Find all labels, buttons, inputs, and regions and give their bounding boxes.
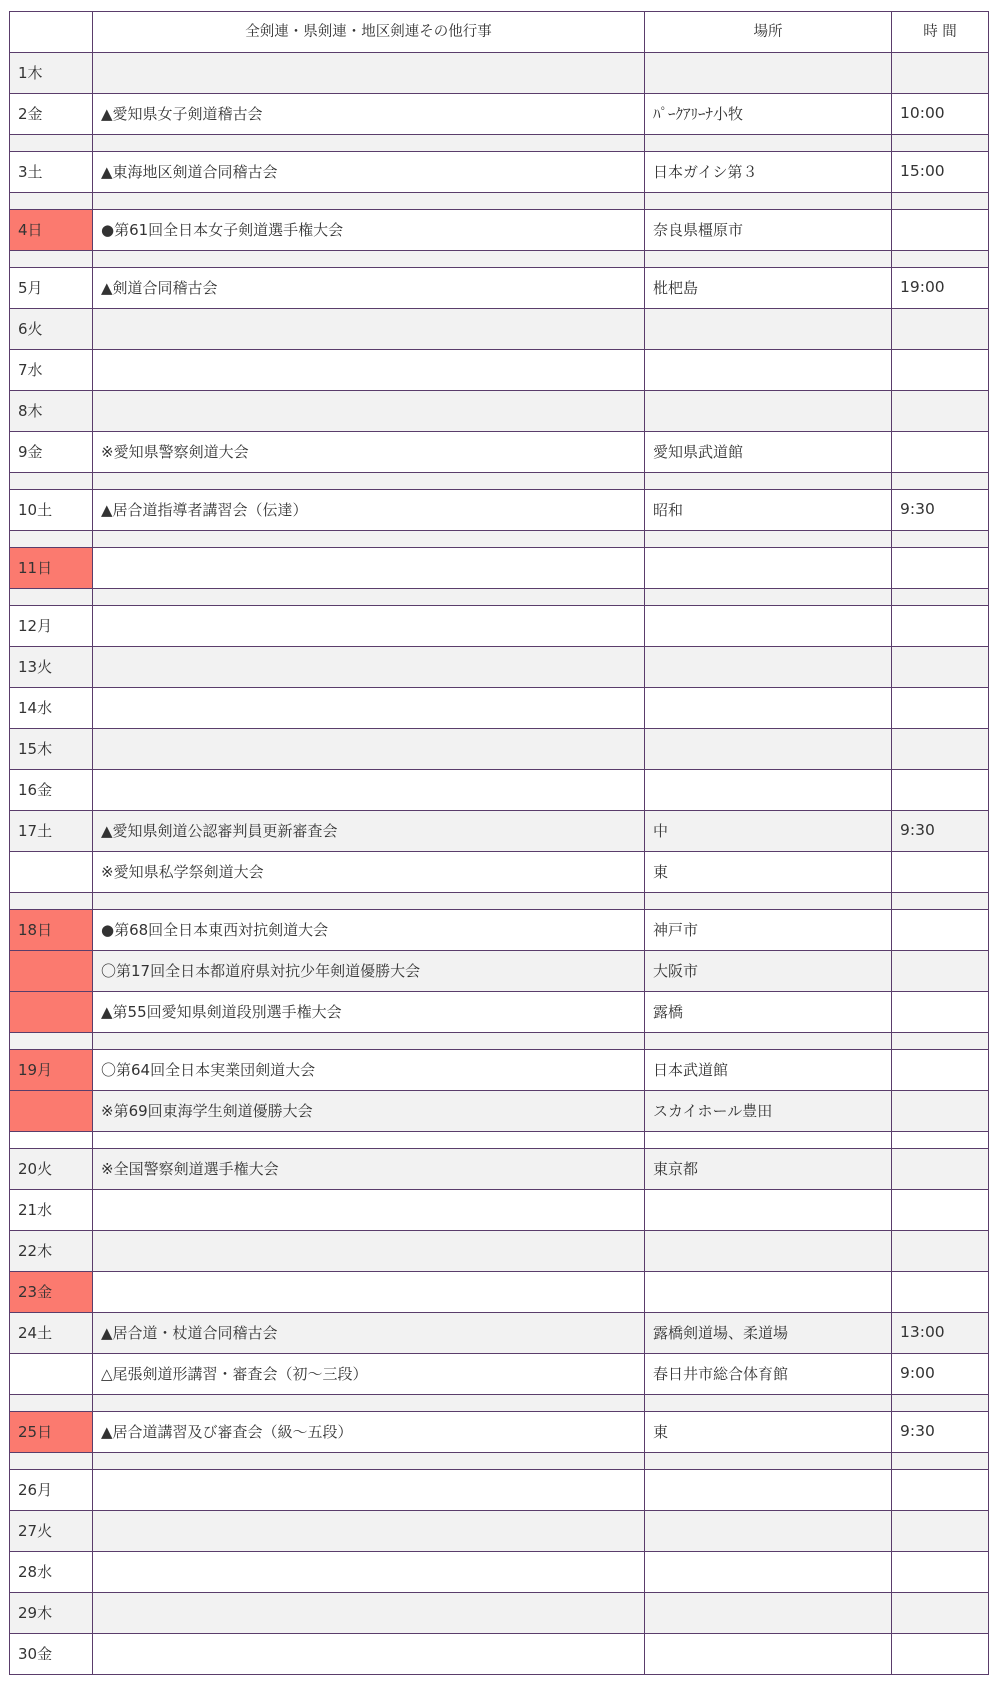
date-cell-holiday: 4日 — [10, 210, 93, 251]
header-date — [10, 12, 93, 53]
spacer-row — [10, 251, 989, 268]
time-cell: 9:30 — [892, 490, 989, 531]
date-cell: 29木 — [10, 1593, 93, 1634]
table-row — [10, 852, 989, 893]
event-cell: △尾張剣道形講習・審査会（初～三段） — [93, 1354, 645, 1395]
place-cell — [645, 1272, 892, 1313]
place-cell: 春日井市総合体育館 — [645, 1354, 892, 1395]
date-cell-holiday: 18日 — [10, 910, 93, 951]
date-cell-holiday: 19月 — [10, 1050, 93, 1091]
event-cell — [93, 1552, 645, 1593]
schedule-table — [9, 11, 989, 1675]
place-cell — [645, 53, 892, 94]
time-cell — [892, 210, 989, 251]
event-cell — [93, 1272, 645, 1313]
event-cell — [93, 647, 645, 688]
time-cell — [892, 1050, 989, 1091]
table-row — [10, 309, 989, 350]
event-cell — [93, 606, 645, 647]
table-row — [10, 1231, 989, 1272]
time-cell: 9:30 — [892, 811, 989, 852]
event-cell: ※愛知県警察剣道大会 — [93, 432, 645, 473]
place-cell: 神戸市 — [645, 910, 892, 951]
time-cell — [892, 1552, 989, 1593]
date-cell: 1木 — [10, 53, 93, 94]
place-cell: 愛知県武道館 — [645, 432, 892, 473]
time-cell — [892, 688, 989, 729]
table-row — [10, 647, 989, 688]
date-cell: 3土 — [10, 152, 93, 193]
table-row — [10, 1354, 989, 1395]
event-cell: ●第61回全日本女子剣道選手権大会 — [93, 210, 645, 251]
table-header-row — [10, 12, 989, 53]
table-row — [10, 1272, 989, 1313]
date-cell: 13火 — [10, 647, 93, 688]
event-cell: ▲居合道・杖道合同稽古会 — [93, 1313, 645, 1354]
table-row — [10, 729, 989, 770]
time-cell — [892, 1634, 989, 1675]
table-row — [10, 391, 989, 432]
time-cell — [892, 350, 989, 391]
event-cell — [93, 1634, 645, 1675]
date-cell-holiday: 23金 — [10, 1272, 93, 1313]
event-cell — [93, 770, 645, 811]
time-cell: 10:00 — [892, 94, 989, 135]
spacer-row — [10, 1453, 989, 1470]
time-cell — [892, 1511, 989, 1552]
time-cell — [892, 992, 989, 1033]
event-cell — [93, 1470, 645, 1511]
table-row — [10, 1412, 989, 1453]
time-cell — [892, 1272, 989, 1313]
table-row — [10, 606, 989, 647]
time-cell: 19:00 — [892, 268, 989, 309]
spacer-row — [10, 135, 989, 152]
place-cell: 大阪市 — [645, 951, 892, 992]
time-cell — [892, 647, 989, 688]
event-cell: ▲愛知県剣道公認審判員更新審査会 — [93, 811, 645, 852]
place-cell — [645, 770, 892, 811]
date-cell: 15木 — [10, 729, 93, 770]
date-cell: 22木 — [10, 1231, 93, 1272]
place-cell: 日本武道館 — [645, 1050, 892, 1091]
place-cell: スカイホール豊田 — [645, 1091, 892, 1132]
date-cell: 30金 — [10, 1634, 93, 1675]
date-cell: 16金 — [10, 770, 93, 811]
table-row — [10, 490, 989, 531]
date-cell-holiday — [10, 1091, 93, 1132]
header-event: 全剣連・県剣連・地区剣連その他行事 — [93, 12, 645, 53]
place-cell: 枇杷島 — [645, 268, 892, 309]
table-row — [10, 94, 989, 135]
table-row — [10, 1313, 989, 1354]
table-row — [10, 1552, 989, 1593]
date-cell: 12月 — [10, 606, 93, 647]
event-cell: ※愛知県私学祭剣道大会 — [93, 852, 645, 893]
place-cell: ﾊﾟｰｸｱﾘｰﾅ小牧 — [645, 94, 892, 135]
place-cell — [645, 350, 892, 391]
date-cell — [10, 1354, 93, 1395]
table-row — [10, 770, 989, 811]
table-row — [10, 350, 989, 391]
event-cell — [93, 548, 645, 589]
place-cell — [645, 391, 892, 432]
place-cell — [645, 1231, 892, 1272]
table-row — [10, 1593, 989, 1634]
spacer-row — [10, 1395, 989, 1412]
time-cell — [892, 1593, 989, 1634]
place-cell — [645, 1593, 892, 1634]
header-time: 時 間 — [892, 12, 989, 53]
table-row — [10, 1634, 989, 1675]
time-cell — [892, 1091, 989, 1132]
table-row — [10, 548, 989, 589]
table-row — [10, 1470, 989, 1511]
date-cell: 14水 — [10, 688, 93, 729]
place-cell — [645, 606, 892, 647]
place-cell — [645, 688, 892, 729]
place-cell — [645, 1470, 892, 1511]
place-cell — [645, 1511, 892, 1552]
place-cell: 昭和 — [645, 490, 892, 531]
table-row — [10, 992, 989, 1033]
table-row — [10, 152, 989, 193]
spacer-row — [10, 473, 989, 490]
time-cell — [892, 606, 989, 647]
time-cell — [892, 391, 989, 432]
spacer-row — [10, 589, 989, 606]
table-row — [10, 910, 989, 951]
time-cell — [892, 852, 989, 893]
event-cell — [93, 53, 645, 94]
event-cell — [93, 309, 645, 350]
table-row — [10, 53, 989, 94]
spacer-row — [10, 893, 989, 910]
table-row — [10, 268, 989, 309]
place-cell: 東 — [645, 1412, 892, 1453]
time-cell: 9:00 — [892, 1354, 989, 1395]
date-cell: 7水 — [10, 350, 93, 391]
time-cell: 13:00 — [892, 1313, 989, 1354]
place-cell: 東 — [645, 852, 892, 893]
event-cell: ▲第55回愛知県剣道段別選手権大会 — [93, 992, 645, 1033]
event-cell: ※第69回東海学生剣道優勝大会 — [93, 1091, 645, 1132]
table-row — [10, 432, 989, 473]
table-row — [10, 1050, 989, 1091]
date-cell: 20火 — [10, 1149, 93, 1190]
date-cell: 2金 — [10, 94, 93, 135]
event-cell — [93, 391, 645, 432]
place-cell — [645, 647, 892, 688]
event-cell: 〇第17回全日本都道府県対抗少年剣道優勝大会 — [93, 951, 645, 992]
place-cell: 露橋 — [645, 992, 892, 1033]
time-cell — [892, 1470, 989, 1511]
place-cell: 奈良県橿原市 — [645, 210, 892, 251]
time-cell — [892, 951, 989, 992]
place-cell — [645, 1190, 892, 1231]
place-cell — [645, 548, 892, 589]
place-cell: 日本ガイシ第３ — [645, 152, 892, 193]
time-cell — [892, 729, 989, 770]
date-cell — [10, 852, 93, 893]
place-cell — [645, 1552, 892, 1593]
time-cell: 9:30 — [892, 1412, 989, 1453]
event-cell — [93, 688, 645, 729]
time-cell — [892, 432, 989, 473]
date-cell: 27火 — [10, 1511, 93, 1552]
table-row — [10, 688, 989, 729]
spacer-row — [10, 1033, 989, 1050]
event-cell: ▲居合道講習及び審査会（級～五段） — [93, 1412, 645, 1453]
header-place: 場所 — [645, 12, 892, 53]
place-cell: 露橋剣道場、柔道場 — [645, 1313, 892, 1354]
place-cell: 中 — [645, 811, 892, 852]
time-cell — [892, 1149, 989, 1190]
date-cell: 21水 — [10, 1190, 93, 1231]
time-cell — [892, 548, 989, 589]
place-cell — [645, 1634, 892, 1675]
time-cell — [892, 910, 989, 951]
date-cell-holiday: 25日 — [10, 1412, 93, 1453]
time-cell — [892, 770, 989, 811]
date-cell-holiday — [10, 992, 93, 1033]
time-cell — [892, 1190, 989, 1231]
event-cell — [93, 1593, 645, 1634]
time-cell — [892, 1231, 989, 1272]
event-cell — [93, 1231, 645, 1272]
table-row — [10, 1190, 989, 1231]
place-cell — [645, 729, 892, 770]
event-cell: ▲剣道合同稽古会 — [93, 268, 645, 309]
date-cell: 5月 — [10, 268, 93, 309]
date-cell: 17土 — [10, 811, 93, 852]
spacer-row — [10, 193, 989, 210]
date-cell: 24土 — [10, 1313, 93, 1354]
event-cell: ※全国警察剣道選手権大会 — [93, 1149, 645, 1190]
event-cell: ▲東海地区剣道合同稽古会 — [93, 152, 645, 193]
event-cell: ▲居合道指導者講習会（伝達） — [93, 490, 645, 531]
event-cell: 〇第64回全日本実業団剣道大会 — [93, 1050, 645, 1091]
spacer-row — [10, 1132, 989, 1149]
table-row — [10, 811, 989, 852]
date-cell-holiday: 11日 — [10, 548, 93, 589]
date-cell-holiday — [10, 951, 93, 992]
table-row — [10, 1511, 989, 1552]
table-row — [10, 210, 989, 251]
event-cell — [93, 1190, 645, 1231]
date-cell: 6火 — [10, 309, 93, 350]
event-cell: ●第68回全日本東西対抗剣道大会 — [93, 910, 645, 951]
date-cell: 9金 — [10, 432, 93, 473]
event-cell — [93, 350, 645, 391]
time-cell — [892, 53, 989, 94]
time-cell — [892, 309, 989, 350]
table-row — [10, 951, 989, 992]
date-cell: 10土 — [10, 490, 93, 531]
date-cell: 8木 — [10, 391, 93, 432]
event-cell — [93, 1511, 645, 1552]
place-cell — [645, 309, 892, 350]
time-cell: 15:00 — [892, 152, 989, 193]
event-cell — [93, 729, 645, 770]
table-row — [10, 1149, 989, 1190]
place-cell: 東京都 — [645, 1149, 892, 1190]
table-row — [10, 1091, 989, 1132]
date-cell: 26月 — [10, 1470, 93, 1511]
date-cell: 28水 — [10, 1552, 93, 1593]
spacer-row — [10, 531, 989, 548]
event-cell: ▲愛知県女子剣道稽古会 — [93, 94, 645, 135]
